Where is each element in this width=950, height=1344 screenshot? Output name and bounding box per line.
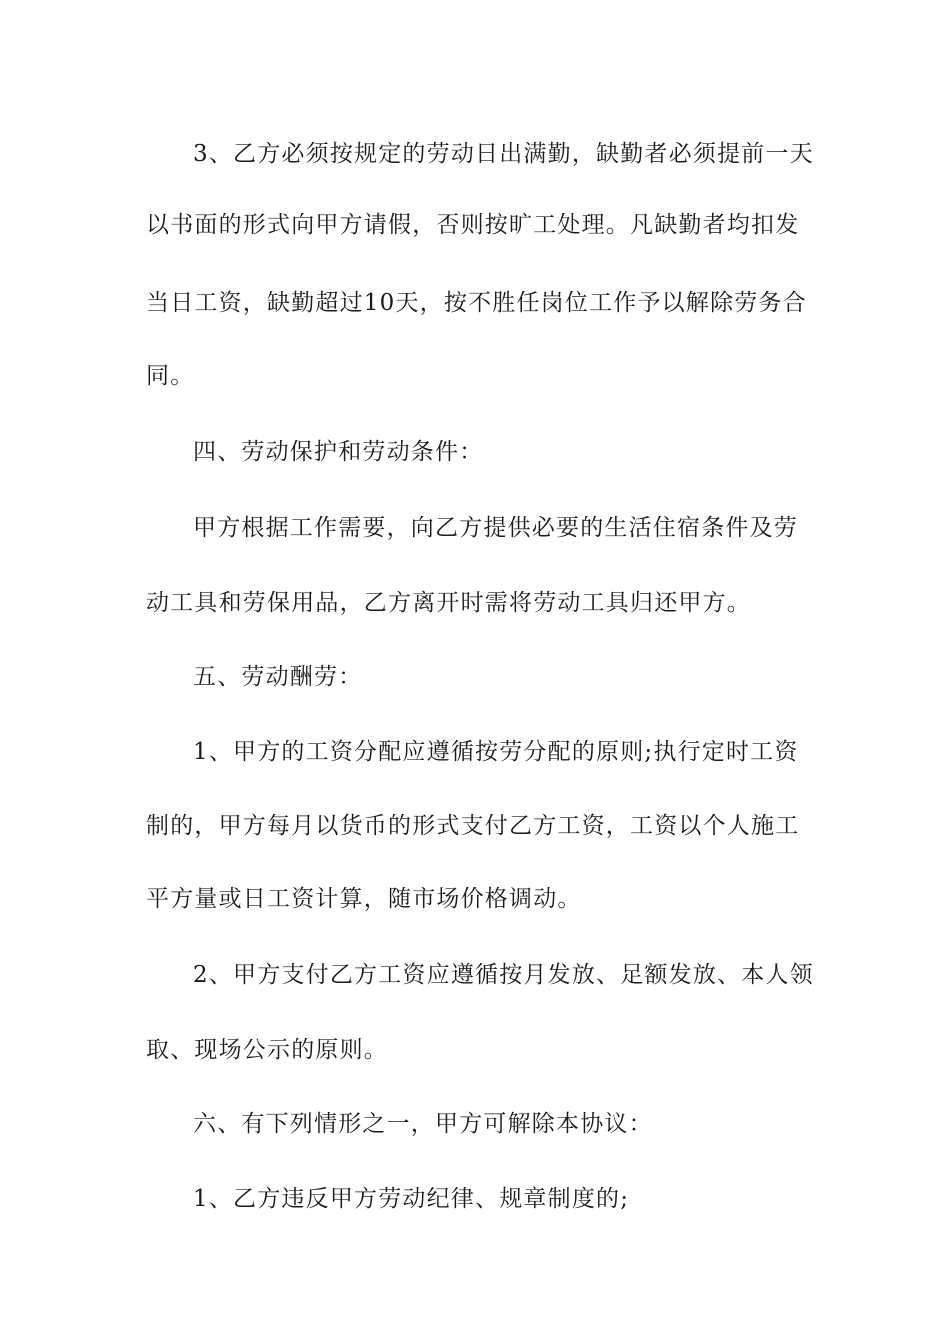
paragraph-payment-line-1: 2、甲方支付乙方工资应遵循按月发放、足额发放、本人领 xyxy=(193,962,814,988)
paragraph-provision-line-2: 动工具和劳保用品，乙方离开时需将劳动工具归还甲方。 xyxy=(146,590,751,616)
paragraph-absence-line-1: 3、乙方必须按规定的劳动日出满勤，缺勤者必须提前一天 xyxy=(193,141,814,167)
list-item-termination-1: 1、乙方违反甲方劳动纪律、规章制度的; xyxy=(193,1186,630,1212)
paragraph-absence-line-2: 以书面的形式向甲方请假，否则按旷工处理。凡缺勤者均扣发 xyxy=(146,212,800,238)
section-heading-remuneration: 五、劳动酬劳： xyxy=(193,664,363,690)
paragraph-wage-line-1: 1、甲方的工资分配应遵循按劳分配的原则;执行定时工资 xyxy=(193,739,799,765)
section-heading-labor-protection: 四、劳动保护和劳动条件： xyxy=(193,439,484,465)
paragraph-wage-line-2: 制的，甲方每月以货币的形式支付乙方工资，工资以个人施工 xyxy=(146,813,800,839)
paragraph-wage-line-3: 平方量或日工资计算，随市场价格调动。 xyxy=(146,886,582,912)
paragraph-absence-line-4: 同。 xyxy=(146,363,195,389)
paragraph-provision-line-1: 甲方根据工作需要，向乙方提供必要的生活住宿条件及劳 xyxy=(193,515,798,541)
section-heading-termination: 六、有下列情形之一，甲方可解除本协议： xyxy=(193,1111,653,1137)
paragraph-payment-line-2: 取、现场公示的原则。 xyxy=(146,1037,388,1063)
paragraph-absence-line-3: 当日工资，缺勤超过10天，按不胜任岗位工作予以解除劳务合 xyxy=(146,290,807,316)
